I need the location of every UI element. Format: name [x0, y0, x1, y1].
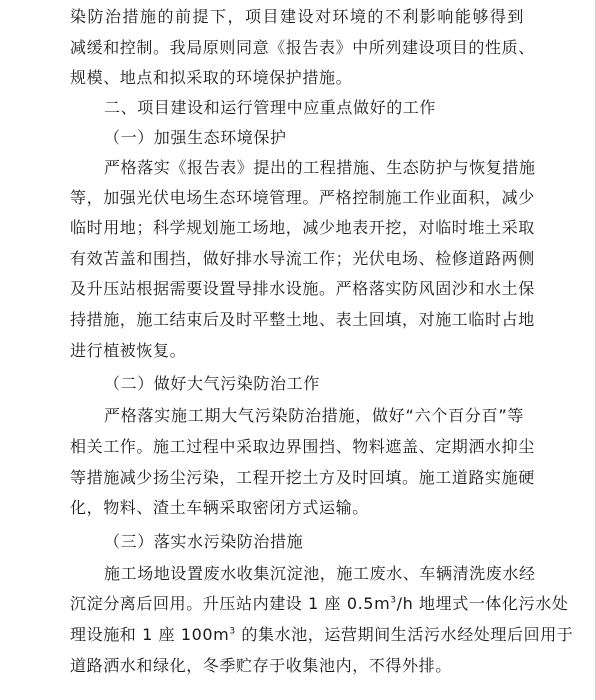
text-run: 的集水池，运营期间生活污水经处理后回用于: [235, 625, 574, 644]
subsection-heading: （二）做好大气污染防治工作: [104, 374, 320, 393]
text-run: /h 地埋式一体化污水处: [396, 594, 569, 613]
paragraph-line: 严格落实施工期大气污染防治措施，做好“六个百分百”等: [104, 406, 524, 425]
paragraph-line: 严格落实《报告表》提出的工程措施、生态防护与恢复措施: [104, 158, 536, 177]
paragraph-line: 临时用地；科学规划施工场地，减少地表开挖，对临时堆土采取: [70, 218, 535, 237]
paragraph-line: 有效苫盖和围挡，做好排水导流工作；光伏电场、检修道路两侧: [70, 249, 535, 268]
paragraph-line: 等，加强光伏电场生态环境管理。严格控制施工作业面积，减少: [70, 188, 535, 207]
paragraph-line: 道路洒水和绿化，冬季贮存于收集池内，不得外排。: [70, 656, 452, 675]
text-run: 沉淀分离后回用。升压站内建设 1 座 0.5m: [70, 594, 391, 613]
paragraph-line: [70, 624, 574, 646]
subsection-heading: （一）加强生态环境保护: [104, 128, 287, 147]
paragraph-line: 相关工作。施工过程中采取边界围挡、物料遮盖、定期洒水抑尘: [70, 437, 535, 456]
paragraph-line: [70, 593, 569, 615]
paragraph-line: 施工场地设置废水收集沉淀池，施工废水、车辆清洗废水经: [104, 564, 536, 583]
paragraph-line: 染防治措施的前提下，项目建设对环境的不利影响能够得到: [70, 7, 524, 26]
subsection-heading: （三）落实水污染防治措施: [104, 532, 304, 551]
superscript: 3: [229, 626, 236, 637]
section-heading: 二、项目建设和运行管理中应重点做好的工作: [104, 98, 437, 117]
paragraph-line: 等措施减少扬尘污染，工程开挖土方及时回填。施工道路实施硬: [70, 468, 535, 487]
paragraph-line: 规模、地点和拟采取的环境保护措施。: [70, 68, 353, 87]
superscript: 3: [390, 595, 397, 606]
paragraph-line: 化，物料、渣土车辆采取密闭方式运输。: [70, 498, 369, 517]
paragraph-line: 进行植被恢复。: [70, 341, 187, 360]
paragraph-line: 减缓和控制。我局原则同意《报告表》中所列建设项目的性质、: [70, 38, 535, 57]
text-run: 理设施和 1 座 100m: [70, 625, 230, 644]
paragraph-line: 及升压站根据需要设置导排水设施。严格落实防风固沙和水土保: [70, 279, 535, 298]
paragraph-line: 持措施，施工结束后及时平整土地、表土回填，对施工临时占地: [70, 310, 535, 329]
